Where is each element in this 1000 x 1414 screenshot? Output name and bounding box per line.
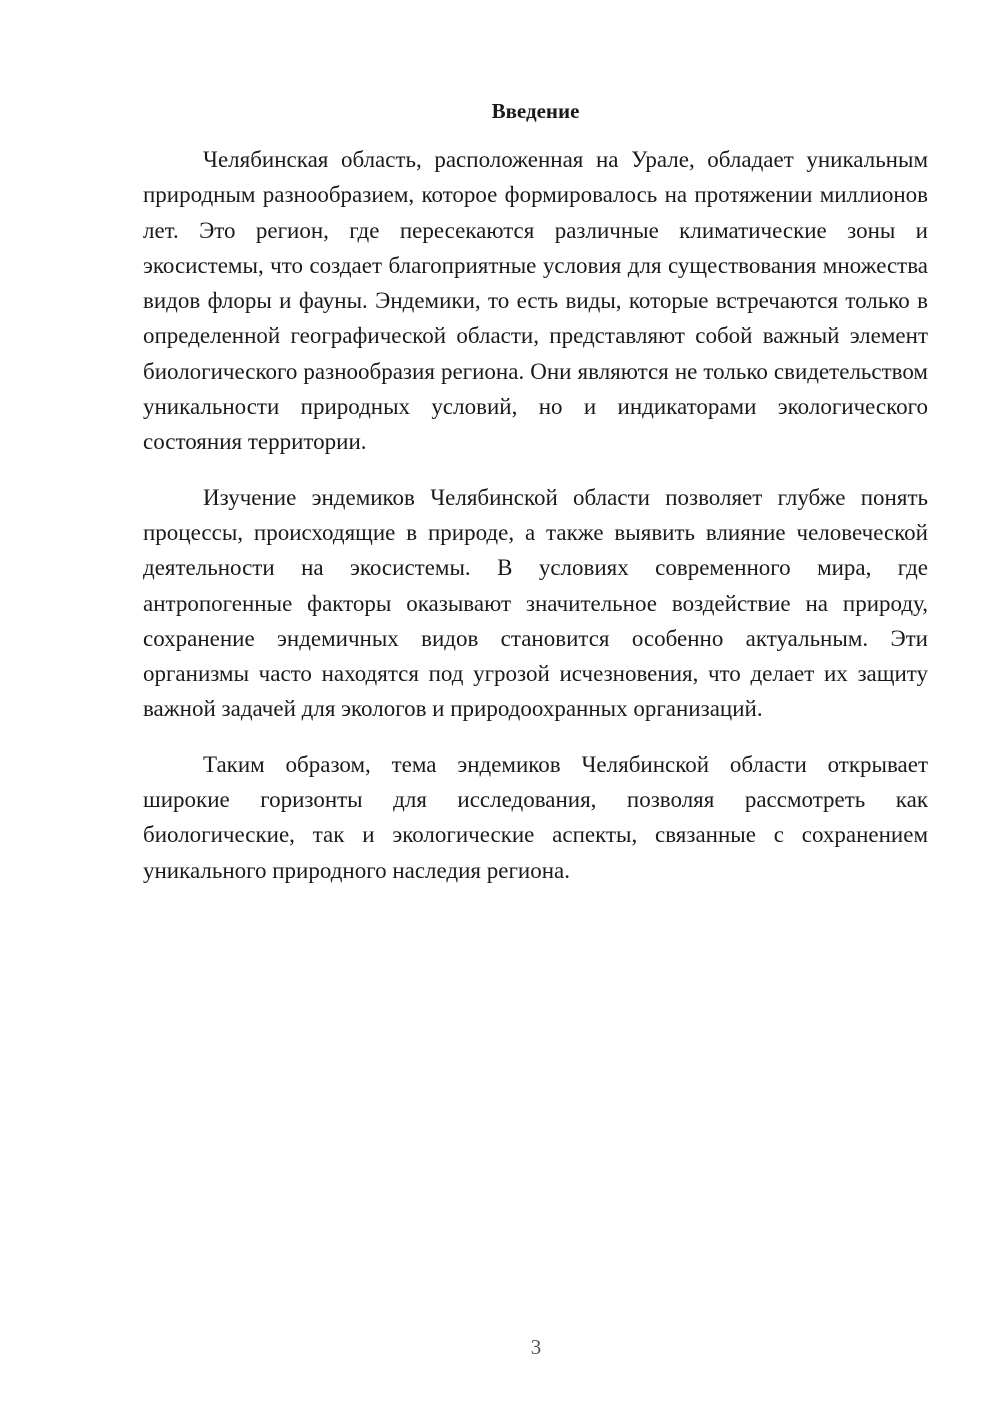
section-title: Введение bbox=[491, 99, 580, 123]
paragraph-1: Челябинская область, расположенная на Урале, обладает уникальным природным разнообразием, которое формировалось на протяжении миллионов лет. Это регион, где пересекаются различные климатические зоны и экосистемы, что создает благоприятные условия для существования множества видов флоры и фауны. Эндемики, то есть виды, которые встречаются только в определенной географической области, представляют собой важный элемент биологического разнообразия региона. Они являются не только свидетельством уникальности природных условий, но и индикаторами экологического состояния территории. bbox=[143, 147, 928, 455]
page-number: 3 bbox=[530, 1335, 542, 1359]
paragraph-2: Изучение эндемиков Челябинской области позволяет глубже понять процессы, происходящие в природе, а также выявить влияние человеческой деятельности на экосистемы. В условиях современного мира, где антропогенные факторы оказывают значительное воздействие на природу, сохранение эндемичных видов становится особенно актуальным. Эти организмы часто находятся под угрозой исчезновения, что делает их защиту важной задачей для экологов и природоохранных организаций. bbox=[143, 484, 928, 722]
body-text bbox=[143, 142, 928, 908]
paragraph-3: Таким образом, тема эндемиков Челябинской области открывает широкие горизонты для исследования, позволяя рассмотреть как биологические, так и экологические аспекты, связанные с сохранением уникального природного наследия региона. bbox=[143, 751, 928, 883]
